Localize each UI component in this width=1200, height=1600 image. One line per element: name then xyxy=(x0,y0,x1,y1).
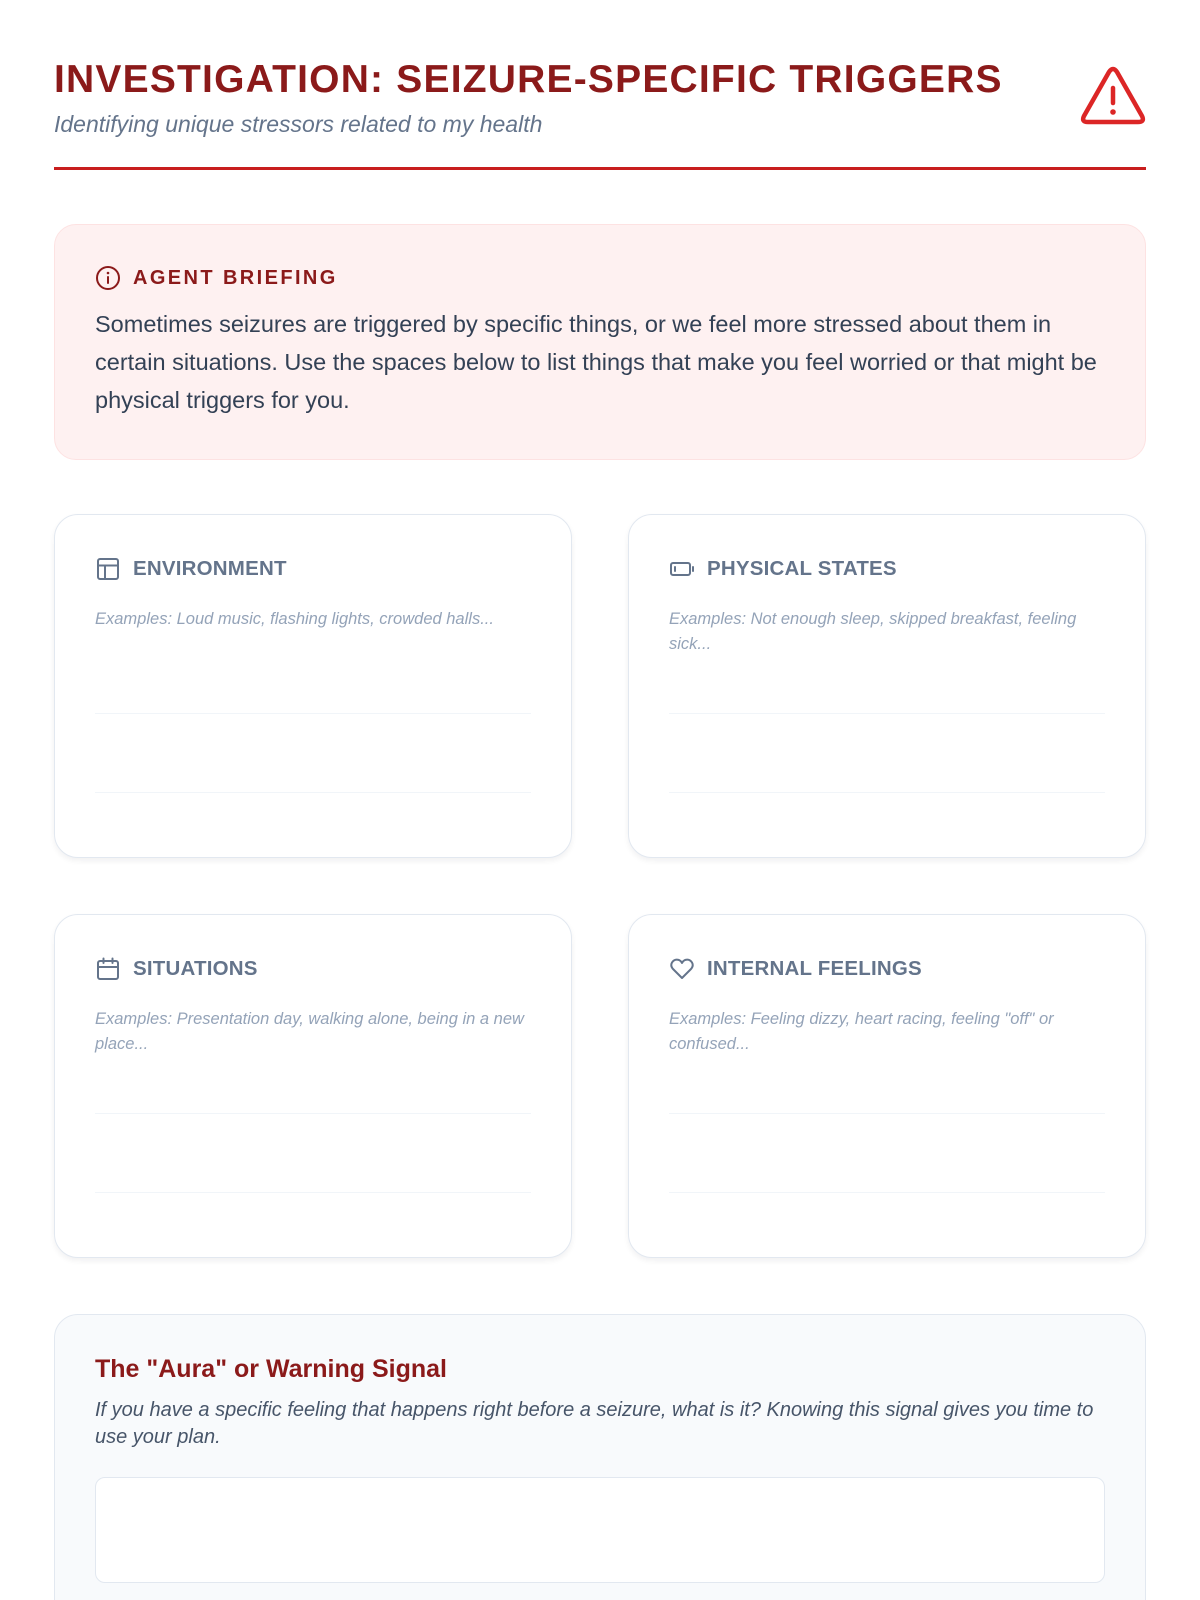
writing-line[interactable] xyxy=(669,713,1105,714)
writing-line[interactable] xyxy=(95,1113,531,1114)
aura-title: The "Aura" or Warning Signal xyxy=(95,1355,447,1383)
card-physical-states[interactable] xyxy=(628,514,1146,858)
card-title: ENVIRONMENT xyxy=(133,557,287,580)
card-header xyxy=(669,953,1105,985)
page-subtitle: Identifying unique stressors related to my health xyxy=(54,111,543,137)
briefing-text: Sometimes seizures are triggered by specific things, or we feel more stressed about them in certain situations. Use the spaces below to list things that make you feel worried or that might be physical triggers for you. xyxy=(95,311,1097,413)
aura-description: If you have a specific feeling that happens right before a seizure, what is it? Knowing this signal gives you time to use your plan. xyxy=(95,1399,1094,1448)
writing-line[interactable] xyxy=(669,1113,1105,1114)
briefing-label: AGENT BRIEFING xyxy=(133,266,338,289)
writing-line[interactable] xyxy=(95,1192,531,1193)
page-header xyxy=(54,56,1146,170)
card-example: Examples: Loud music, flashing lights, crowded halls... xyxy=(95,610,494,628)
card-header xyxy=(95,553,531,585)
agent-briefing xyxy=(54,224,1146,460)
aura-input[interactable] xyxy=(95,1477,1105,1583)
card-header xyxy=(95,953,531,985)
heart-icon xyxy=(669,956,695,982)
warning-triangle-icon xyxy=(1080,66,1146,128)
card-example: Examples: Feeling dizzy, heart racing, feeling "off" or confused... xyxy=(669,1010,1054,1053)
briefing-header xyxy=(95,263,1105,293)
card-header xyxy=(669,553,1105,585)
battery-icon xyxy=(669,556,695,582)
info-circle-icon xyxy=(95,265,121,291)
card-example: Examples: Presentation day, walking alone, being in a new place... xyxy=(95,1010,524,1053)
writing-line[interactable] xyxy=(95,713,531,714)
calendar-icon xyxy=(95,956,121,982)
layout-icon xyxy=(95,556,121,582)
card-example: Examples: Not enough sleep, skipped breakfast, feeling sick... xyxy=(669,610,1077,653)
writing-line[interactable] xyxy=(95,792,531,793)
writing-line[interactable] xyxy=(669,1192,1105,1193)
page-title: INVESTIGATION: SEIZURE-SPECIFIC TRIGGERS xyxy=(54,58,1003,101)
aura-section xyxy=(54,1314,1146,1600)
card-title: PHYSICAL STATES xyxy=(707,557,897,580)
card-environment[interactable] xyxy=(54,514,572,858)
card-internal-feelings[interactable] xyxy=(628,914,1146,1258)
card-situations[interactable] xyxy=(54,914,572,1258)
writing-line[interactable] xyxy=(669,792,1105,793)
card-title: SITUATIONS xyxy=(133,957,258,980)
card-title: INTERNAL FEELINGS xyxy=(707,957,922,980)
trigger-cards-grid xyxy=(54,514,1146,1258)
